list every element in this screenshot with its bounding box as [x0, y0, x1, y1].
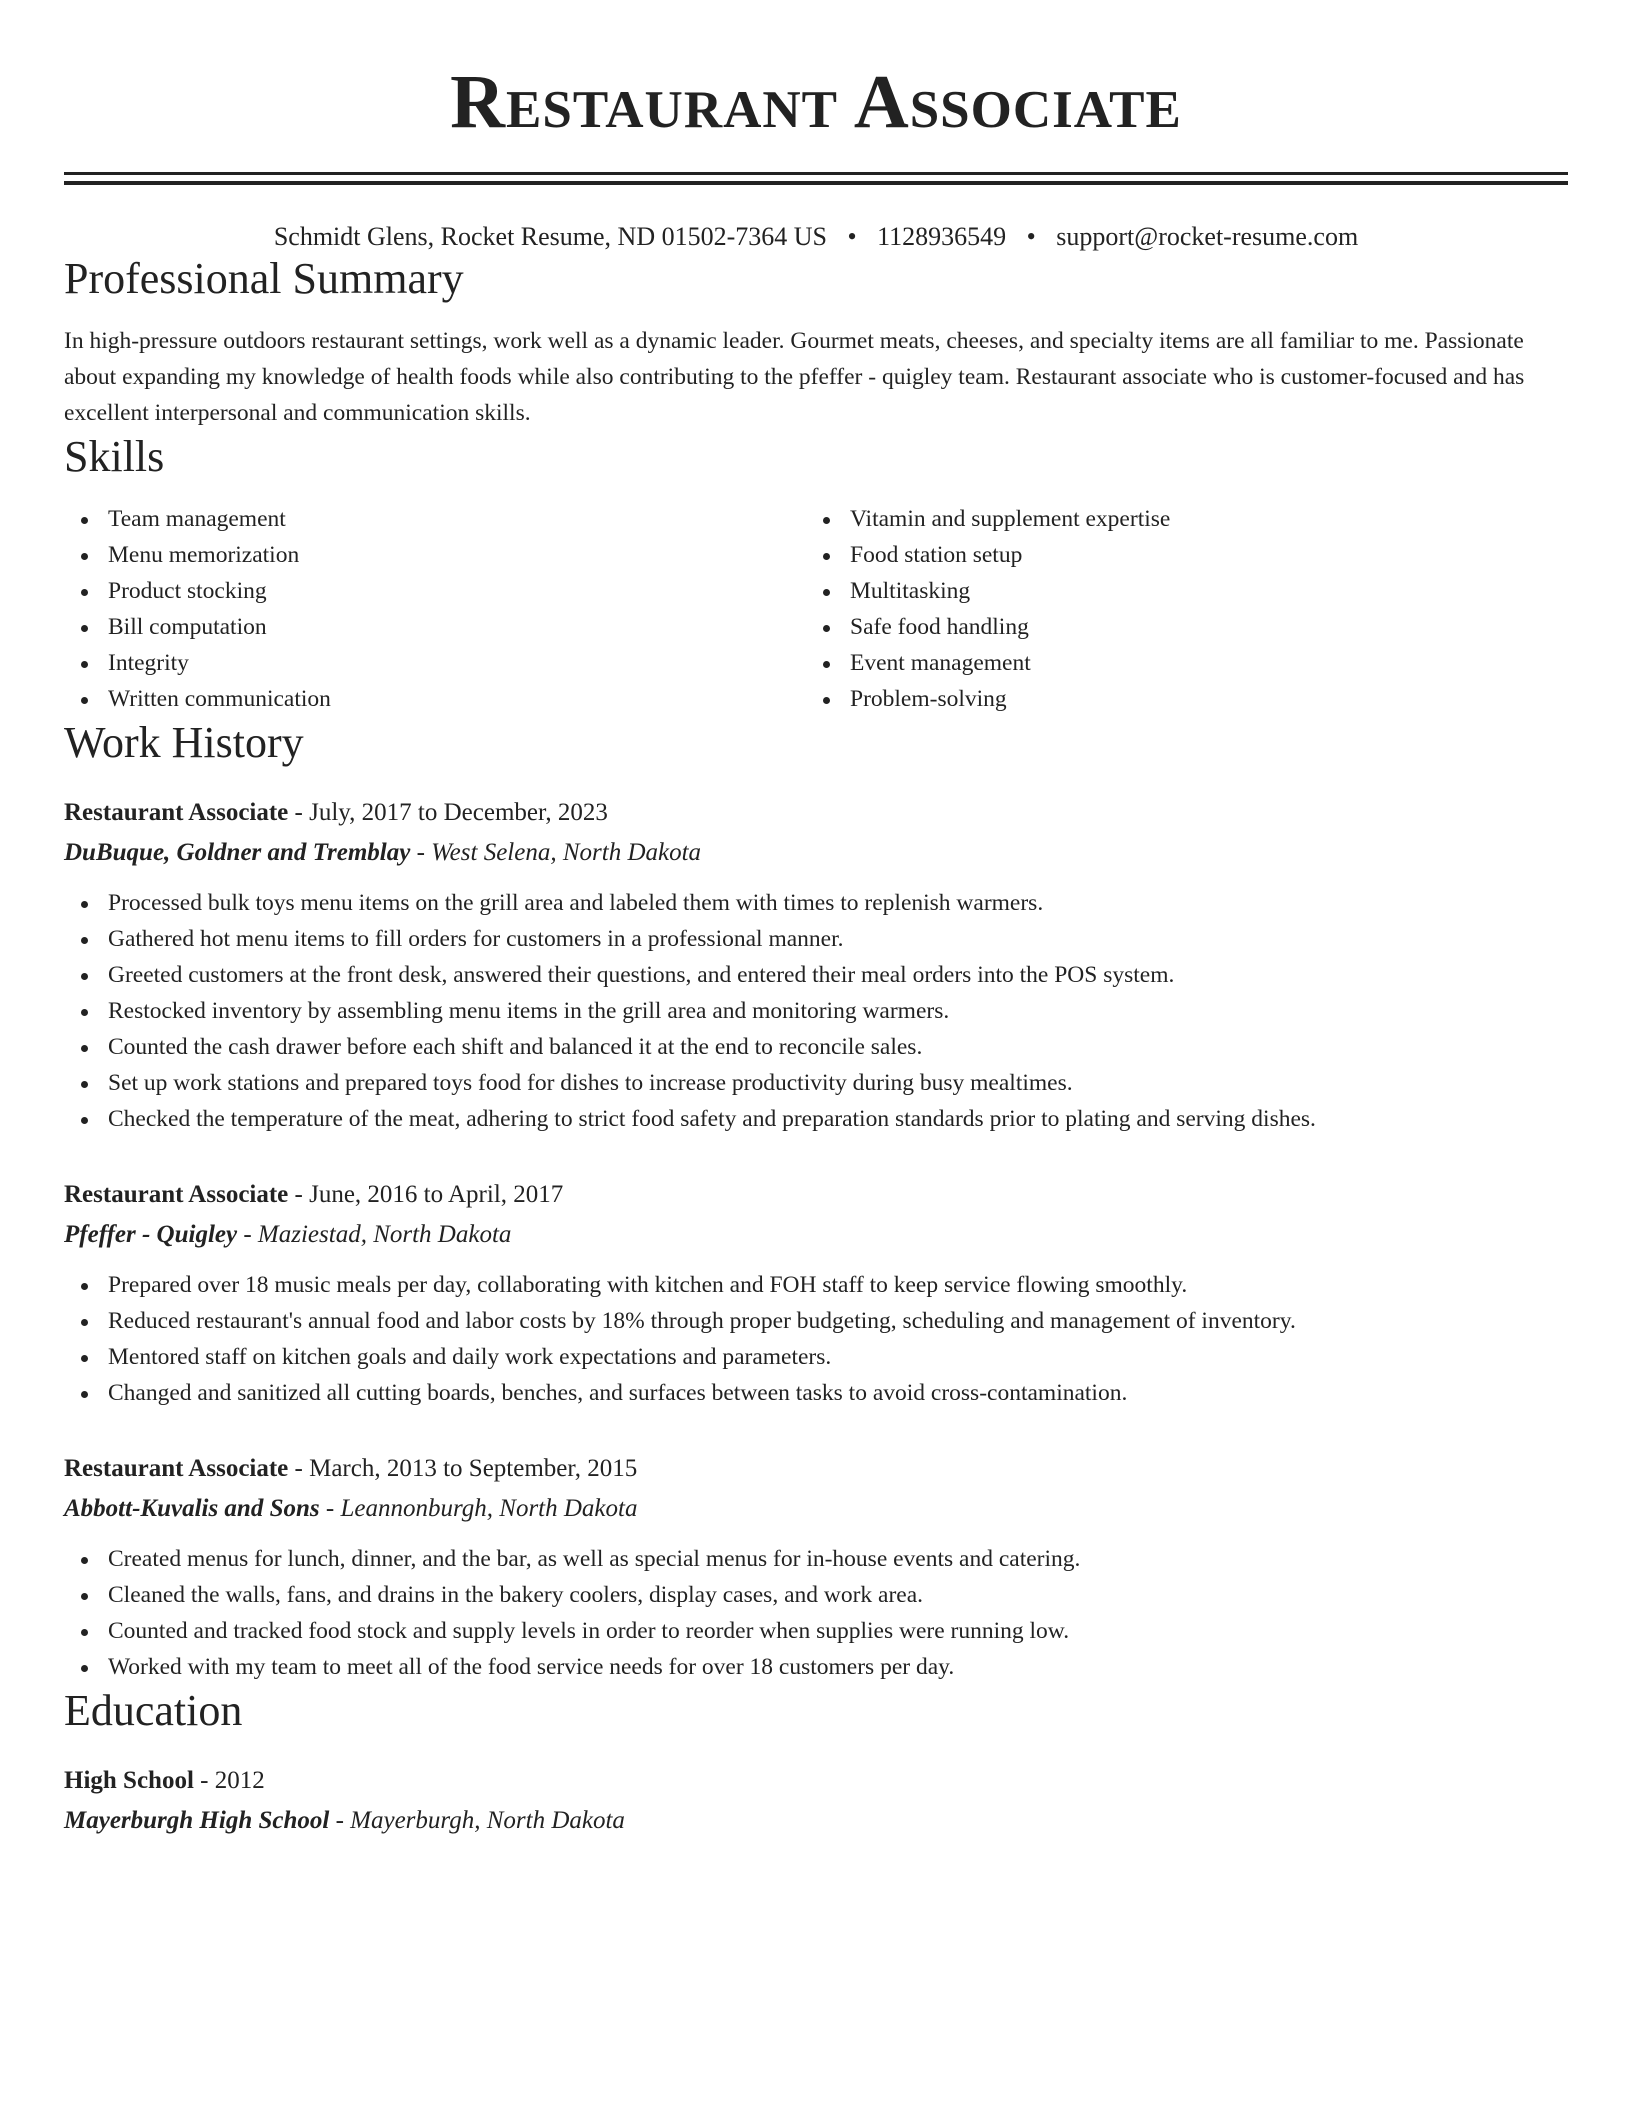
job-entry: [64, 793, 1568, 1137]
job-role: Restaurant Associate: [64, 1181, 289, 1208]
job-bullets: [64, 1267, 1568, 1411]
job-bullets: [64, 1541, 1568, 1685]
skill-item: Multitasking: [806, 573, 1170, 609]
skill-item: Safe food handling: [806, 609, 1170, 645]
header-divider-top: [64, 172, 1568, 175]
skill-item: Product stocking: [64, 573, 806, 609]
job-dates: - March, 2013 to September, 2015: [288, 1455, 638, 1482]
skill-item: Integrity: [64, 645, 806, 681]
job-bullet: Counted and tracked food stock and supply levels in order to reorder when supplies were running low.: [64, 1613, 1568, 1649]
job-bullet: Restocked inventory by assembling menu items in the grill area and monitoring warmers.: [64, 993, 1568, 1029]
education-heading: Education: [64, 1686, 243, 1735]
job-bullet: Processed bulk toys menu items on the grill area and labeled them with times to replenish warmers.: [64, 885, 1568, 921]
skill-item: Event management: [806, 645, 1170, 681]
skills-column-right: [806, 501, 1170, 717]
job-bullet: Checked the temperature of the meat, adhering to strict food safety and preparation standards prior to plating and serving dishes.: [64, 1101, 1568, 1137]
job-bullet: Cleaned the walls, fans, and drains in the bakery coolers, display cases, and work area.: [64, 1577, 1568, 1613]
job-bullet: Worked with my team to meet all of the food service needs for over 18 customers per day.: [64, 1649, 1568, 1685]
job-dates: - June, 2016 to April, 2017: [288, 1181, 564, 1208]
contact-email: support@rocket-resume.com: [1056, 222, 1359, 251]
job-role: Restaurant Associate: [64, 1455, 289, 1482]
job-bullet: Mentored staff on kitchen goals and daily work expectations and parameters.: [64, 1339, 1568, 1375]
skill-item: Food station setup: [806, 537, 1170, 573]
resume-name: Restaurant Associate: [450, 60, 1182, 144]
contact-line: [64, 221, 1568, 253]
skill-item: Written communication: [64, 681, 806, 717]
job-bullet: Changed and sanitized all cutting boards, benches, and surfaces between tasks to avoid cross-contamination.: [64, 1375, 1568, 1411]
job-location: - Leannonburgh, North Dakota: [319, 1495, 638, 1522]
job-bullet: Gathered hot menu items to fill orders for customers in a professional manner.: [64, 921, 1568, 957]
skill-item: Team management: [64, 501, 806, 537]
job-company: Abbott-Kuvalis and Sons: [64, 1495, 320, 1522]
education-school: Mayerburgh High School: [64, 1807, 330, 1834]
contact-separator: •: [847, 222, 857, 251]
education-school-line: [64, 1801, 1568, 1841]
summary-text: In high-pressure outdoors restaurant settings, work well as a dynamic leader. Gourmet meats, cheeses, and specialty items are all familiar to me. Passionate about expanding my knowledge of health foods while also contributing to the pfeffer - quigley team. Restaurant associate who is customer-focused and has excellent interpersonal and communication skills.: [64, 328, 1525, 426]
education-year: - 2012: [193, 1767, 265, 1794]
skill-item: Vitamin and supplement expertise: [806, 501, 1170, 537]
job-title-line: [64, 793, 1568, 833]
education-location: - Mayerburgh, North Dakota: [329, 1807, 625, 1834]
job-company-line: [64, 833, 1568, 873]
job-title-line: [64, 1175, 1568, 1215]
job-bullet: Reduced restaurant's annual food and labor costs by 18% through proper budgeting, scheduling and management of inventory.: [64, 1303, 1568, 1339]
job-entry: [64, 1175, 1568, 1411]
job-bullets: [64, 885, 1568, 1137]
skill-item: Menu memorization: [64, 537, 806, 573]
skills-heading: Skills: [64, 432, 165, 481]
education-degree-line: [64, 1761, 1568, 1801]
job-location: - West Selena, North Dakota: [410, 839, 702, 866]
job-dates: - July, 2017 to December, 2023: [288, 799, 608, 826]
skill-item: Bill computation: [64, 609, 806, 645]
job-entry: [64, 1449, 1568, 1685]
education-degree: High School: [64, 1767, 194, 1794]
job-company: Pfeffer - Quigley: [64, 1221, 238, 1248]
header-divider-bottom: [64, 181, 1568, 185]
job-company-line: [64, 1489, 1568, 1529]
work-history-heading: Work History: [64, 718, 304, 767]
skills-list: [64, 501, 1568, 717]
job-bullet: Greeted customers at the front desk, answered their questions, and entered their meal orders into the POS system.: [64, 957, 1568, 993]
skill-item: Problem-solving: [806, 681, 1170, 717]
summary-heading: Professional Summary: [64, 254, 464, 303]
education-entry: [64, 1761, 1568, 1841]
job-company: DuBuque, Goldner and Tremblay: [64, 839, 411, 866]
job-location: - Maziestad, North Dakota: [237, 1221, 512, 1248]
job-role: Restaurant Associate: [64, 799, 289, 826]
contact-address: Schmidt Glens, Rocket Resume, ND 01502-7364 US: [273, 222, 827, 251]
job-company-line: [64, 1215, 1568, 1255]
job-bullet: Counted the cash drawer before each shift and balanced it at the end to reconcile sales.: [64, 1029, 1568, 1065]
job-bullet: Prepared over 18 music meals per day, collaborating with kitchen and FOH staff to keep service flowing smoothly.: [64, 1267, 1568, 1303]
skills-column-left: [64, 501, 806, 717]
job-bullet: Created menus for lunch, dinner, and the bar, as well as special menus for in-house events and catering.: [64, 1541, 1568, 1577]
contact-phone: 1128936549: [877, 222, 1007, 251]
job-title-line: [64, 1449, 1568, 1489]
contact-separator: •: [1026, 222, 1036, 251]
job-bullet: Set up work stations and prepared toys food for dishes to increase productivity during busy mealtimes.: [64, 1065, 1568, 1101]
